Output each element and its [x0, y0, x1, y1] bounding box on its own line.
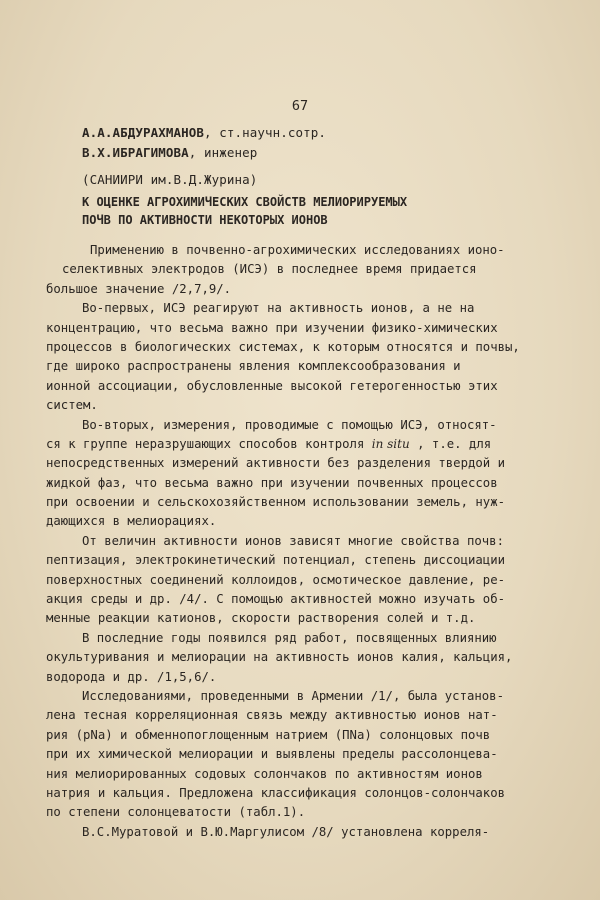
- text-line: при освоении и сельскохозяйственном использовании земель, нуж-: [46, 495, 506, 510]
- text-line: окультуривания и мелиорации на активность ионов калия, кальция,: [46, 650, 513, 665]
- page-number: 67: [291, 98, 309, 114]
- text-line: дающихся в мелиорациях.: [46, 514, 217, 529]
- author-line-1: [82, 125, 326, 140]
- text-line: [46, 435, 566, 454]
- text-line: непосредственных измерений активности без разделения твердой и: [46, 456, 506, 471]
- text-line: Во-вторых, измерения, проводимые с помощью ИСЭ, относят-: [82, 417, 497, 432]
- author-name: В.Х.ИБРАГИМОВА: [82, 145, 189, 160]
- text-line: рия (рNa) и обменнопоглощенным натрием (ПNa) солонцовых почв: [46, 727, 491, 742]
- text-line: Во-первых, ИСЭ реагируют на активность ионов, а не на: [82, 301, 475, 316]
- text-line: концентрацию, что весьма важно при изучении физико-химических: [46, 320, 498, 335]
- handwritten-insitu: in situ: [371, 436, 410, 451]
- author-name: А.А.АБДУРАХМАНОВ: [82, 125, 205, 140]
- text-line: менные реакции катионов, скорости растворения солей и т.д.: [46, 611, 476, 626]
- text-line: селективных электродов (ИСЭ) в последнее время придается: [62, 262, 477, 277]
- author-role: , ст.научн.сотр.: [204, 125, 327, 140]
- text-line: В последние годы появился ряд работ, посвященных влиянию: [82, 630, 497, 645]
- body-text: [46, 241, 566, 842]
- text-line: ния мелиорированных содовых солончаков по активностям ионов: [46, 766, 483, 781]
- title-line-1: К ОЦЕНКЕ АГРОХИМИЧЕСКИХ СВОЙСТВ МЕЛИОРИРУЕМЫХ: [82, 195, 408, 209]
- text-line: по степени солонцеватости (табл.1).: [46, 805, 306, 820]
- text-fragment: ся к группе неразрушающих способов контроля: [46, 436, 365, 451]
- text-line: жидкой фаз, что весьма важно при изучении почвенных процессов: [46, 475, 498, 490]
- institution: (САНИИРИ им.В.Д.Журина): [82, 172, 258, 187]
- text-line: большое значение /2,7,9/.: [46, 281, 232, 296]
- text-fragment: , т.е. для: [417, 436, 492, 451]
- text-line: где широко распространены явления комплексообразования и: [46, 359, 461, 374]
- text-line: поверхностных соединений коллоидов, осмотическое давление, ре-: [46, 572, 506, 587]
- text-line: От величин активности ионов зависят многие свойства почв:: [82, 533, 504, 548]
- text-line: акция среды и др. /4/. С помощью активностей можно изучать об-: [46, 592, 506, 607]
- text-line: при их химической мелиорации и выявлены пределы рассолонцева-: [46, 747, 498, 762]
- author-line-2: [82, 145, 257, 160]
- text-line: систем.: [46, 398, 98, 413]
- title-line-2: ПОЧВ ПО АКТИВНОСТИ НЕКОТОРЫХ ИОНОВ: [82, 213, 328, 227]
- text-line: лена тесная корреляционная связь между активностью ионов нат-: [46, 708, 498, 723]
- text-line: пептизация, электрокинетический потенциал, степень диссоциации: [46, 553, 506, 568]
- text-line: водорода и др. /1,5,6/.: [46, 669, 217, 684]
- text-line: Применению в почвенно-агрохимических исследованиях ионо-: [90, 243, 505, 257]
- text-line: ионной ассоциации, обусловленные высокой гетерогенностью этих: [46, 378, 498, 393]
- text-line: натрия и кальция. Предложена классификация солонцов-солончаков: [46, 785, 506, 800]
- author-role: , инженер: [188, 145, 258, 160]
- text-line: В.С.Муратовой и В.Ю.Маргулисом /8/ установлена корреля-: [82, 824, 490, 839]
- text-line: процессов в биологических системах, к которым относятся и почвы,: [46, 339, 520, 354]
- text-line: Исследованиями, проведенными в Армении /1/, была установ-: [82, 688, 504, 703]
